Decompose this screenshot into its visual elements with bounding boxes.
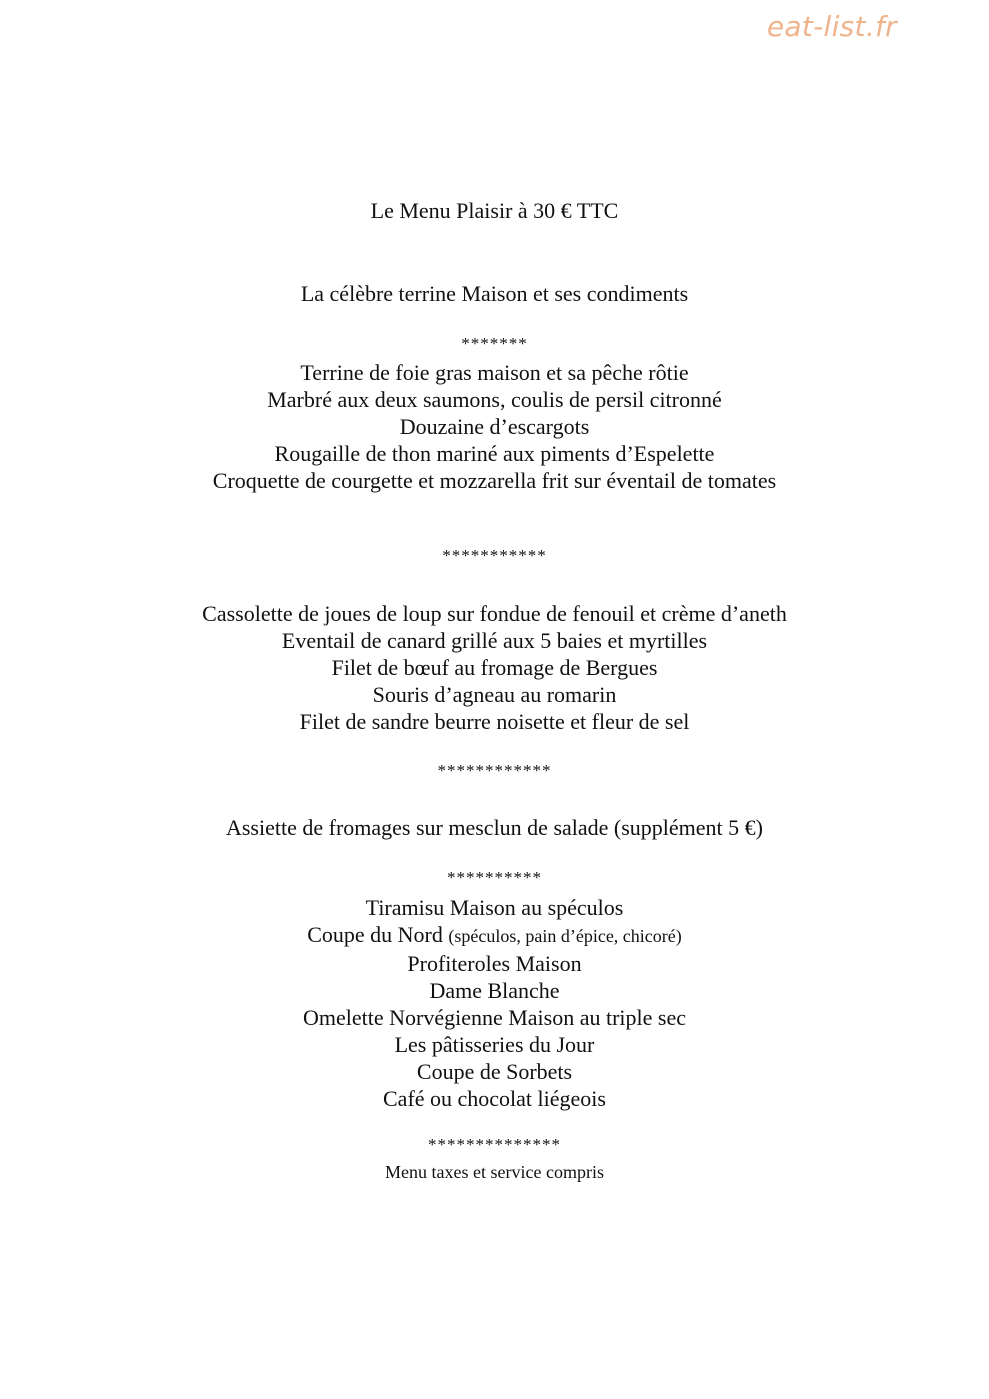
separator-2: ***********: [442, 546, 547, 565]
list-item: [0, 921, 989, 950]
list-item: Rougaille de thon mariné aux piments d’Espelette: [274, 441, 715, 466]
list-item: Souris d’agneau au romarin: [372, 682, 617, 707]
separator-5: **************: [428, 1135, 561, 1154]
list-item: Profiteroles Maison: [407, 951, 582, 976]
list-item: Douzaine d’escargots: [399, 414, 590, 439]
separator-3: ************: [437, 761, 552, 780]
list-item: Marbré aux deux saumons, coulis de persil citronné: [267, 387, 722, 412]
separator-1: *******: [461, 334, 528, 353]
list-item: Filet de sandre beurre noisette et fleur de sel: [299, 709, 690, 734]
menu-title: Le Menu Plaisir à 30 € TTC: [370, 198, 619, 223]
desserts-list: [0, 894, 989, 1112]
footer-note: Menu taxes et service compris: [385, 1162, 604, 1182]
list-item: Dame Blanche: [429, 978, 560, 1003]
list-item: Tiramisu Maison au spéculos: [365, 895, 624, 920]
mains-list: [0, 600, 989, 735]
list-item: Eventail de canard grillé aux 5 baies et myrtilles: [281, 628, 708, 653]
list-item: Terrine de foie gras maison et sa pêche rôtie: [300, 360, 689, 385]
list-item: Les pâtisseries du Jour: [394, 1032, 595, 1057]
coupe-nord-detail: (spéculos, pain d’épice, chicoré): [448, 926, 682, 946]
list-item: Filet de bœuf au fromage de Bergues: [331, 655, 658, 680]
list-item: Cassolette de joues de loup sur fondue de fenouil et crème d’aneth: [202, 601, 787, 626]
terrine-item: La célèbre terrine Maison et ses condiments: [300, 281, 689, 306]
list-item: Omelette Norvégienne Maison au triple sec: [302, 1005, 687, 1030]
cheese-item: Assiette de fromages sur mesclun de salade (supplément 5 €): [225, 815, 763, 840]
list-item: Croquette de courgette et mozzarella frit sur éventail de tomates: [212, 468, 777, 493]
list-item: Coupe de Sorbets: [416, 1059, 573, 1084]
list-item: Café ou chocolat liégeois: [383, 1086, 606, 1111]
separator-4: **********: [447, 868, 542, 887]
watermark-logo: eat-list.fr: [766, 10, 897, 43]
coupe-nord-label: Coupe du Nord: [307, 922, 443, 947]
starters-list: [0, 359, 989, 494]
